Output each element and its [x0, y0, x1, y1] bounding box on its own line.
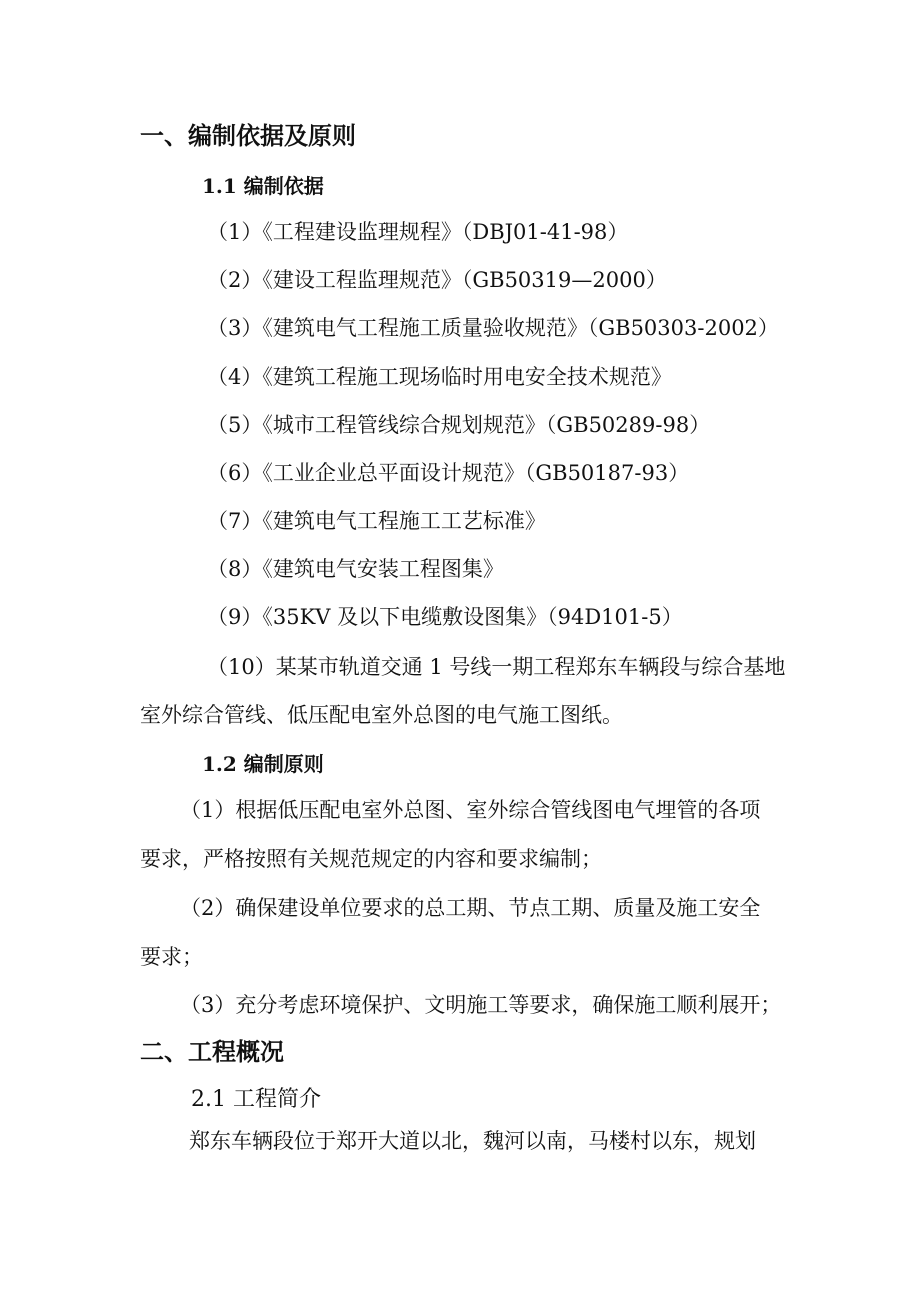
basis-item-2: （2）《建设工程监理规范》（GB50319—2000）: [207, 268, 667, 292]
basis-item-8: （8）《建筑电气安装工程图集》: [207, 557, 504, 581]
principle-1-line-2: 要求，严格按照有关规范规定的内容和要求编制；: [140, 847, 602, 871]
principle-2-line-2: 要求；: [140, 945, 203, 969]
subsection-1-1-heading: 1.1 编制依据: [202, 174, 324, 198]
principle-3-line-1: （3）充分考虑环境保护、文明施工等要求，确保施工顺利展开；: [180, 993, 782, 1017]
principle-2-line-1: （2）确保建设单位要求的总工期、节点工期、质量及施工安全: [180, 896, 761, 920]
principle-1-line-1: （1）根据低压配电室外总图、室外综合管线图电气埋管的各项: [180, 798, 761, 822]
basis-item-6: （6）《工业企业总平面设计规范》（GB50187-93）: [207, 461, 690, 485]
basis-item-4: （4）《建筑工程施工现场临时用电安全技术规范》: [207, 365, 672, 389]
section-1-heading: 一、编制依据及原则: [140, 121, 356, 150]
basis-item-3: （3）《建筑电气工程施工质量验收规范》（GB50303-2002）: [207, 316, 779, 340]
basis-item-10-line-2: 室外综合管线、低压配电室外总图的电气施工图纸。: [140, 703, 623, 727]
section-2-heading: 二、工程概况: [140, 1037, 284, 1066]
basis-item-10-line-1: （10）某某市轨道交通 1 号线一期工程郑东车辆段与综合基地: [207, 655, 786, 679]
subsection-2-1-heading: 2.1 工程简介: [191, 1087, 321, 1112]
basis-item-5: （5）《城市工程管线综合规划规范》（GB50289-98）: [207, 413, 711, 437]
subsection-1-2-heading: 1.2 编制原则: [202, 752, 324, 776]
basis-item-7: （7）《建筑电气工程施工工艺标准》: [207, 509, 546, 533]
overview-paragraph-line-1: 郑东车辆段位于郑开大道以北，魏河以南，马楼村以东，规划: [189, 1129, 756, 1153]
basis-item-9: （9）《35KV 及以下电缆敷设图集》（94D101-5）: [207, 605, 683, 629]
basis-item-1: （1）《工程建设监理规程》（DBJ01-41-98）: [207, 220, 629, 244]
